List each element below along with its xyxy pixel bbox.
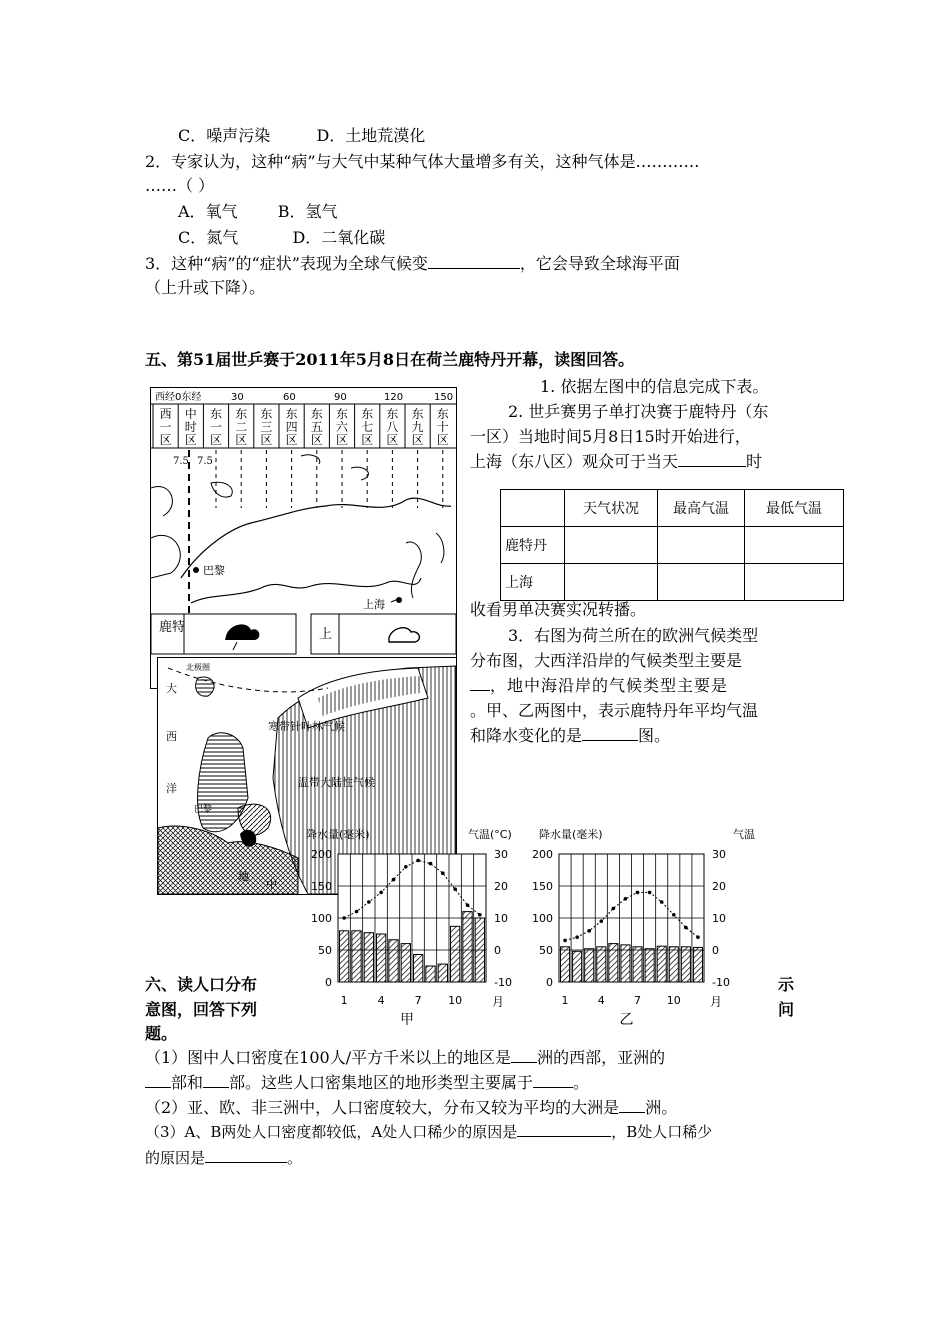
temperature-point [624,897,628,901]
y-right-tick: 10 [712,912,726,925]
option-b: B．氢气 [277,202,338,221]
zone-label-char: 十 [436,420,449,434]
temperature-point [416,859,420,863]
q2-stem-line1: 2．专家认为，这种“病”与大气中某种气体大量增多有关，这种气体是………… [145,152,700,171]
s5-q3-line3: ，地中海沿岸的气候类型主要是 [470,676,728,696]
zone-label-char: 区 [260,433,273,447]
temperature-point [466,903,470,907]
y-right-tick: 0 [494,944,501,957]
rotterdam-box-label: 鹿特 [159,620,186,635]
zone-label-char: 东 [411,407,424,421]
lon-mark-west: 7.5 [173,456,189,467]
table-cell[interactable] [658,527,745,564]
lon-label-150: 150 [434,392,454,403]
x-tick: 10 [666,994,681,1007]
temperature-point [404,865,408,869]
precipitation-bar [609,944,618,982]
answer-blank[interactable] [678,466,746,467]
zone-label-char: 东 [285,407,298,421]
label-da: 大 [166,682,177,695]
header-cell: 最低气温 [745,490,844,527]
zone-label-char: 五 [310,420,323,434]
climate-chart-jia [300,822,540,1032]
precipitation-bar [573,951,582,982]
table-cell[interactable] [565,564,658,601]
label-zhong: 中 [266,878,277,891]
table-row [501,564,844,601]
s6-title-l3: 题。 [145,1024,178,1043]
precipitation-bar [414,954,423,982]
y-right-tick: 20 [712,880,726,893]
temperature-point [612,907,616,911]
zone-label-char: 时 [184,420,197,434]
label-yang: 洋 [166,782,177,795]
temperature-point [575,935,579,939]
answer-blank[interactable] [619,1112,645,1113]
s6-q3-line1: （3）A、B两处人口密度都较低，A处人口稀少的原因是 ，B处人口稀少 [145,1123,713,1141]
s5-q3-line4: 。甲、乙两图中，表示鹿特丹年平均气温 [470,701,759,720]
zone-label-char: 东 [436,407,449,421]
y-right-tick: 0 [712,944,719,957]
y-right-tick: 30 [494,848,508,861]
precipitation-bar [645,949,654,982]
answer-blank[interactable] [205,1162,287,1163]
y-left-tick: 0 [546,976,553,989]
temperature-point [355,910,359,914]
zone-label-char: 区 [285,433,298,447]
weather-table [500,489,844,601]
y-right-label: 气温(°C) [468,828,512,841]
table-header-row [501,490,844,527]
s6-right-l1: 示 [778,975,795,994]
zone-label-char: 七 [361,420,374,434]
s6-q1-line2: 部和 部。这些人口密集地区的地形类型主要属于 。 [145,1073,589,1093]
q2-stem-line2: ……（ ） [145,176,215,195]
precipitation-bar [377,934,386,982]
option-c: C．噪声污染 [178,126,271,145]
y-left-tick: 50 [539,944,553,957]
temperature-point [563,939,567,943]
q2-options-ab [178,202,338,222]
temperature-point [648,891,652,895]
lon-label-90: 90 [334,392,347,403]
answer-blank[interactable] [582,740,638,741]
zone-label-char: 区 [235,433,248,447]
s6-q1-line1: （1）图中人口密度在100人/平方千米以上的地区是 洲的西部，亚洲的 [145,1048,666,1067]
temperature-point [453,887,457,891]
temperature-point [342,916,346,920]
zone-label-char: 区 [411,433,424,447]
timezone-map-figure [151,388,456,688]
option-c: C．氮气 [178,228,239,247]
zone-label-char: 一 [209,420,223,434]
x-axis-label: 月 [710,995,723,1009]
x-tick: 4 [377,994,385,1007]
q3-line2: （上升或下降）。 [145,278,266,297]
zone-label-char: 东 [209,407,223,421]
lon-label-30: 30 [231,392,244,403]
option-d: D．土地荒漠化 [316,126,426,145]
lon-label-60: 60 [283,392,296,403]
label-xi: 西 [166,730,177,743]
zone-label-char: 区 [386,433,399,447]
temperature-point [587,929,591,933]
precipitation-bar [463,912,472,982]
y-right-tick: 10 [494,912,508,925]
row-label: 上海 [501,564,565,601]
lon-label-120: 120 [384,392,404,403]
x-tick: 4 [597,994,605,1007]
timezone-map [150,387,457,689]
answer-blank[interactable] [511,1062,537,1063]
zone-label-char: 四 [285,420,298,434]
y-left-tick: 100 [532,912,553,925]
zone-label-char: 东 [361,407,374,421]
y-right-tick: -10 [712,976,730,989]
header-cell [501,490,565,527]
label-paris: 巴黎 [194,805,213,815]
y-right-label: 气温 [733,828,755,841]
zone-label-char: 一 [159,420,172,434]
zone-label-char: 六 [335,420,349,434]
q3-line1: 3．这种“病”的“症状”表现为全球气候变 ，它会导致全球海平面 [145,254,680,273]
s5-q3-line5: 和降水变化的是 图。 [470,726,671,745]
zone-label-char: 九 [411,420,424,434]
y-left-tick: 200 [311,848,332,861]
temperature-point [392,878,396,882]
temperature-point [599,919,603,923]
temperature-point [672,913,676,917]
x-tick: 7 [414,994,422,1007]
answer-blank[interactable] [470,690,490,691]
option-a: A．氧气 [178,202,238,221]
label-continental: 温带大陆性气候 [298,776,375,789]
y-left-tick: 50 [318,944,332,957]
label-taiga: 寒带针叶林气候 [268,720,345,733]
precipitation-bar [364,933,373,982]
zone-label-char: 区 [335,433,349,447]
precipitation-bar [681,947,690,982]
y-left-tick: 150 [311,880,332,893]
precipitation-bar [426,966,435,982]
zone-label-char: 东 [260,407,273,421]
s6-q2: （2）亚、欧、非三洲中，人口密度较大，分布又较为平均的大洲是 洲。 [145,1098,678,1117]
zone-label-char: 区 [159,433,172,447]
zone-label-char: 区 [436,433,449,447]
precipitation-bar [340,931,349,982]
y-left-label: 降水量(毫米) [539,828,603,841]
precipitation-bar [585,949,594,982]
precipitation-bar [633,947,642,982]
y-left-tick: 200 [532,848,553,861]
chart-title: 甲 [400,1012,414,1028]
answer-blank[interactable] [517,1136,611,1137]
zone-label-char: 三 [260,420,273,434]
precipitation-bar [389,940,398,982]
y-right-tick: 20 [494,880,508,893]
temperature-point [429,862,433,866]
y-left-tick: 100 [311,912,332,925]
zone-label-char: 东 [235,407,248,421]
precipitation-bar [352,931,361,982]
temperature-point [660,900,664,904]
label-di: 地 [238,870,249,883]
answer-blank[interactable] [533,1087,573,1088]
lon-mark-east: 7.5 [197,456,213,467]
x-tick: 1 [561,994,569,1007]
y-left-tick: 150 [532,880,553,893]
s6-q3-line2: 的原因是 。 [145,1149,303,1167]
paris-label: 巴黎 [203,564,225,577]
header-cell: 天气状况 [565,490,658,527]
table-cell[interactable] [658,564,745,601]
s5-q2-line1: 2. 世乒赛男子单打决赛于鹿特丹（东 [508,402,769,421]
y-right-tick: 30 [712,848,726,861]
shanghai-box-label: 上 [319,627,333,642]
zone-label-char: 二 [235,420,248,434]
precipitation-bar [401,944,410,982]
y-left-tick: 0 [325,976,332,989]
zone-label-char: 中 [184,407,197,421]
s5-q2-line4: 收看男单决赛实况转播。 [470,600,647,619]
header-cell: 最高气温 [658,490,745,527]
zone-label-char: 区 [209,433,223,447]
section5-title: 五、第51届世乒赛于2011年5月8日在荷兰鹿特丹开幕，读图回答。 [145,350,635,369]
answer-blank[interactable] [203,1087,229,1088]
zone-label-char: 区 [310,433,323,447]
temperature-point [441,871,445,875]
s5-q3-line1: 3．右图为荷兰所在的欧洲气候类型 [508,626,759,645]
answer-blank[interactable] [428,268,520,269]
s5-q2-line3: 上海（东八区）观众可于当天 时 [470,452,763,471]
q2-options-cd [178,228,385,248]
table-cell[interactable] [745,527,844,564]
temperature-point [636,891,640,895]
temperature-point [684,926,688,930]
table-cell[interactable] [565,527,658,564]
zone-label-char: 东 [310,407,323,421]
option-d: D．二氧化碳 [292,228,386,247]
temperature-point [367,900,371,904]
precipitation-bar [561,947,570,982]
table-cell[interactable] [745,564,844,601]
zone-label-char: 东 [386,407,399,421]
s6-title-l1: 六、读人口分布 [145,975,258,994]
precipitation-bar [657,946,666,982]
temperature-point [696,935,700,939]
table-row [501,527,844,564]
precipitation-bar [438,964,447,982]
row-label: 鹿特丹 [501,527,565,564]
zone-label-char: 东 [335,407,349,421]
s5-q2-line2: 一区）当地时间5月8日15时开始进行， [470,427,751,446]
precipitation-bar [621,945,630,982]
zone-label-char: 八 [386,420,399,434]
y-right-tick: -10 [494,976,512,989]
precipitation-bar [693,947,702,982]
temperature-point [478,913,482,917]
precipitation-bar [475,918,484,982]
zone-label-char: 区 [184,433,197,447]
s6-right-l2: 问 [778,1000,795,1019]
x-axis-label: 月 [492,995,505,1009]
x-tick: 7 [634,994,642,1007]
precipitation-bar [597,947,606,982]
zone-label-char: 区 [361,433,374,447]
paris-dot [193,567,199,573]
precipitation-bar [451,926,460,982]
y-left-label: 降水量(毫米) [306,828,370,841]
answer-blank[interactable] [145,1087,171,1088]
x-tick: 1 [340,994,348,1007]
lon-label-0: 西经0东经 [155,392,202,403]
temperature-point [379,891,383,895]
climate-chart-yi [532,822,765,1032]
shanghai-label: 上海 [363,598,385,611]
precipitation-bar [669,947,678,982]
label-arctic-circle: 北极圈 [186,663,210,672]
chart-title: 乙 [619,1012,634,1028]
q1-options-cd [178,126,425,146]
s5-q3-line2: 分布图，大西洋沿岸的气候类型主要是 [470,651,743,670]
s6-title-l2: 意图，回答下列 [145,1000,258,1019]
zone-label-char: 西 [159,407,172,421]
s5-q1: 1. 依据左图中的信息完成下表。 [540,377,769,396]
x-tick: 10 [448,994,463,1007]
